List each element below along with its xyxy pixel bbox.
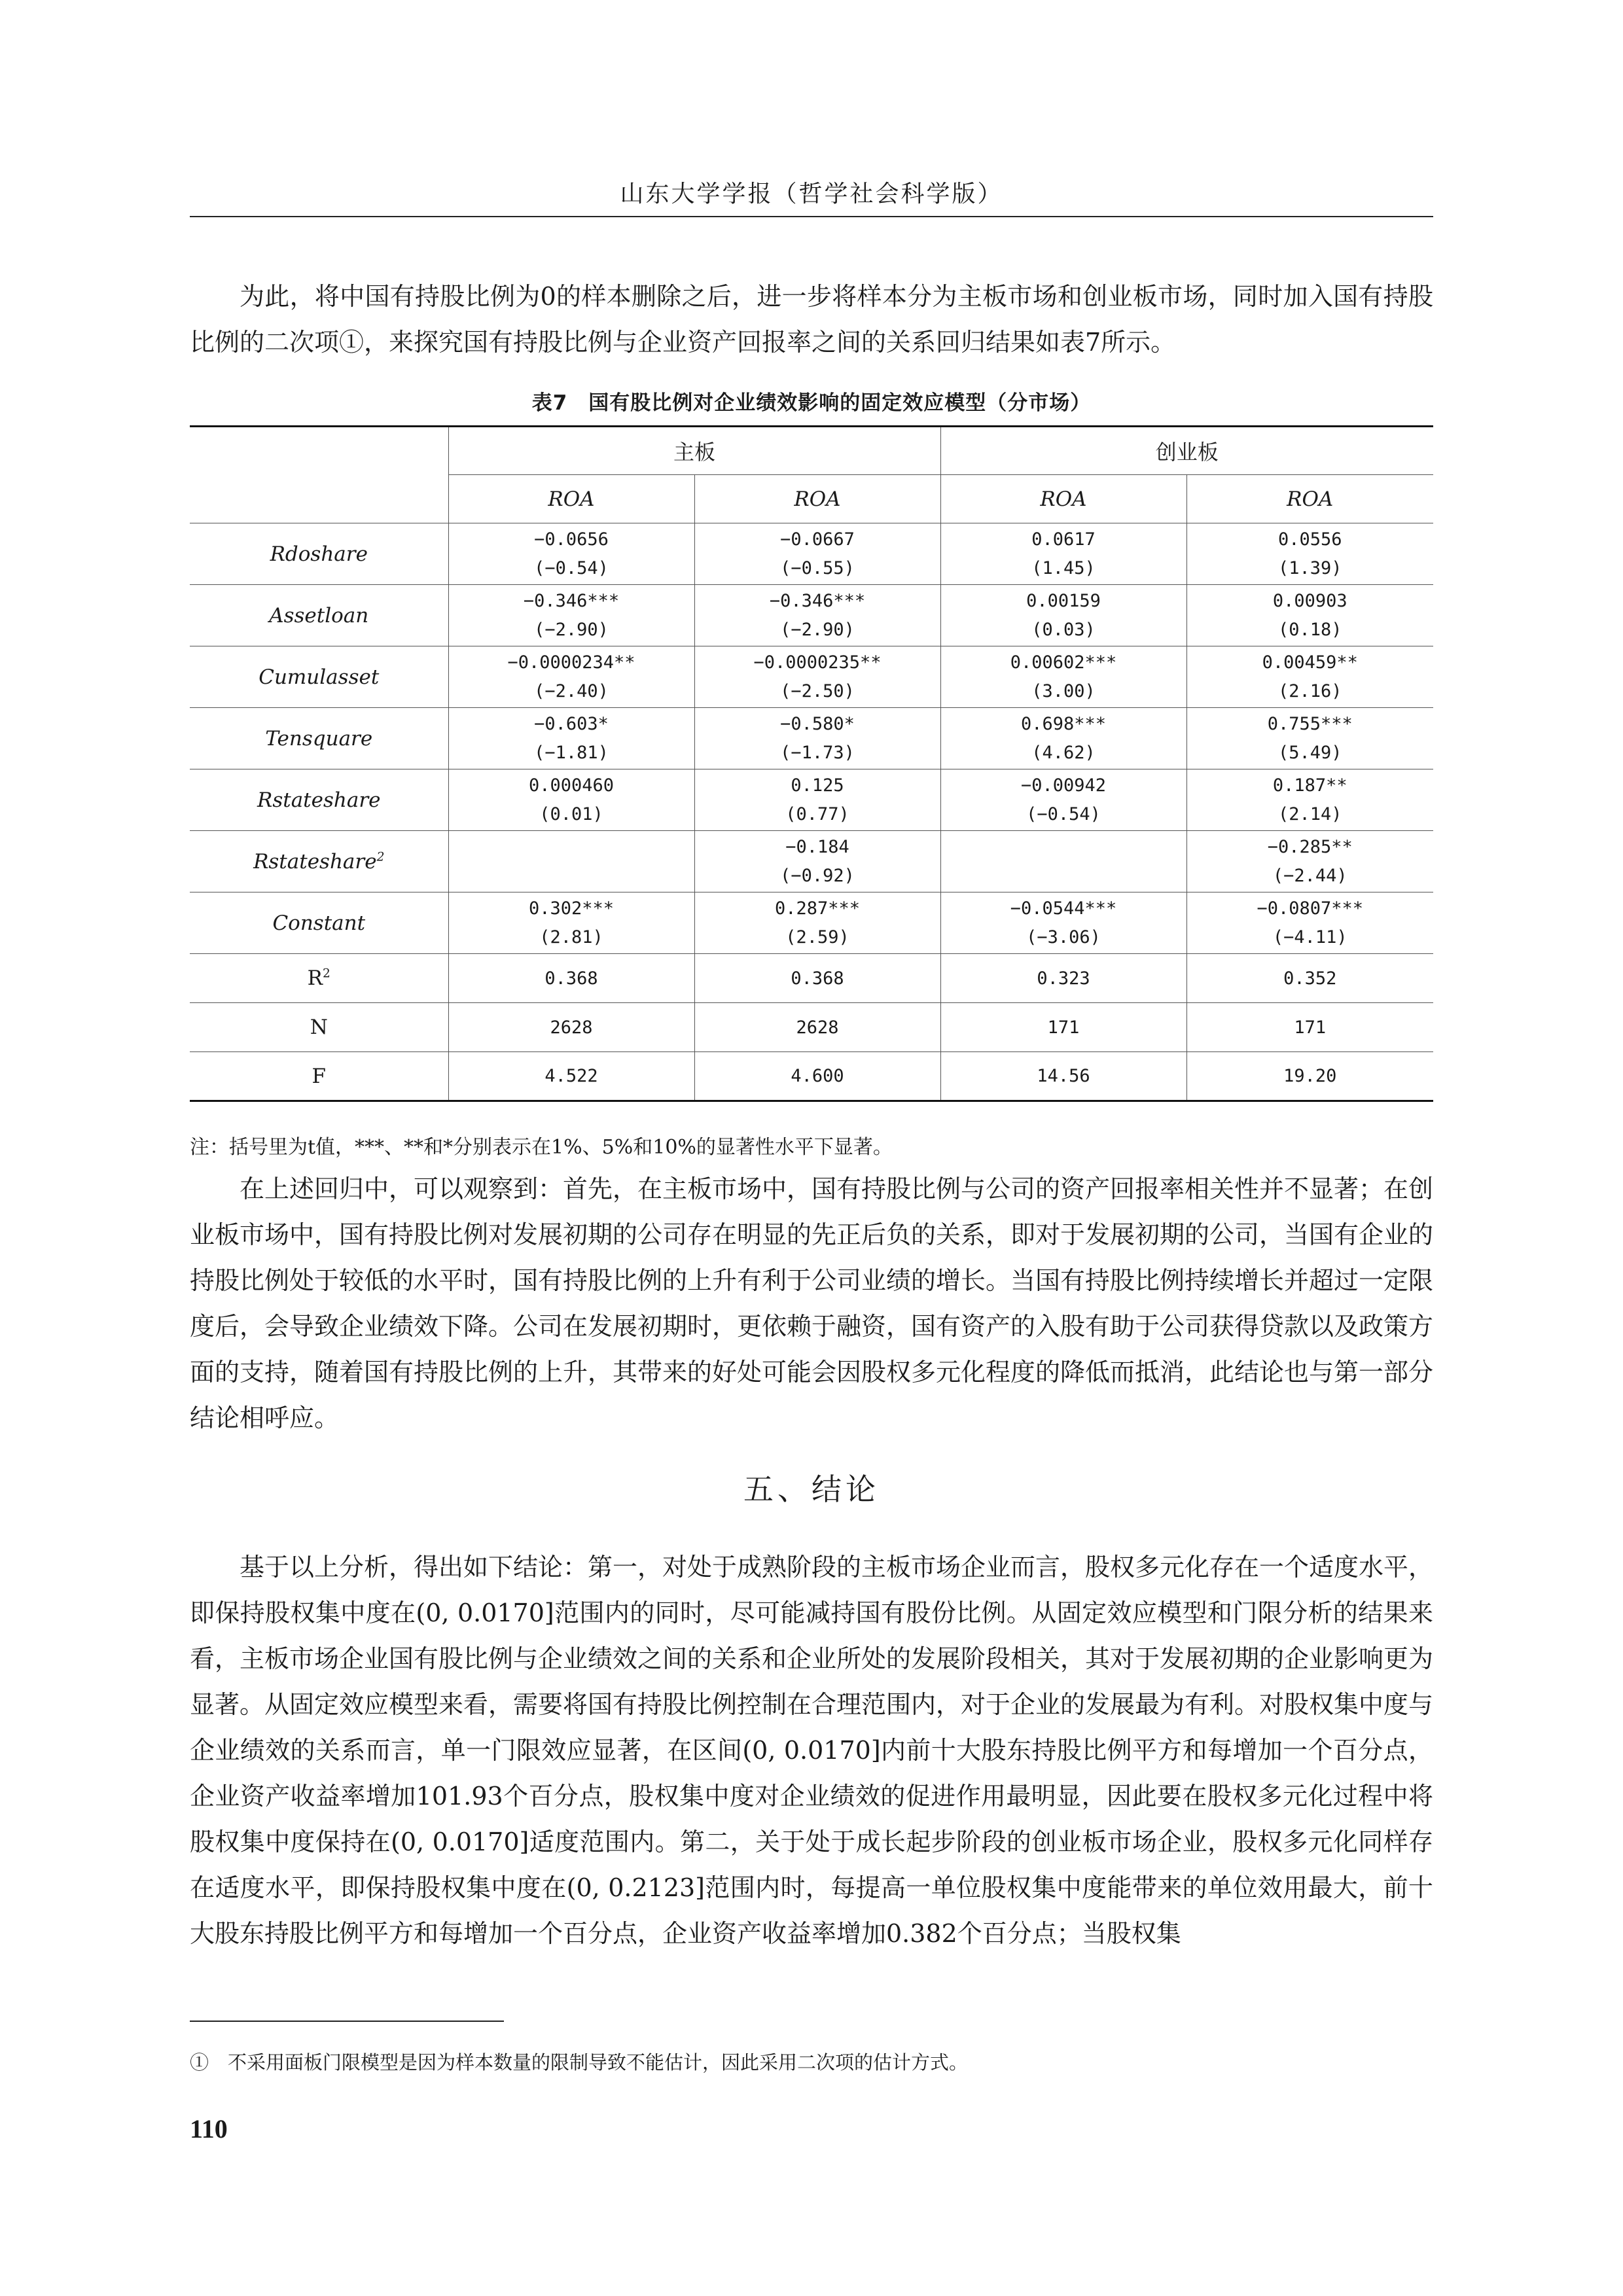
stat-value: 0.323 bbox=[940, 954, 1186, 1003]
coefficient-value: −0.00942 bbox=[1020, 775, 1107, 796]
conclusion-paragraph bbox=[190, 1544, 1433, 1956]
intro-text: 为此，将中国有持股比例为0的样本删除之后，进一步将样本分为主板市场和创业板市场，同时加入国有持股比例的二次项①，来探究国有持股比例与企业资产回报率之间的关系回归结果如表7所示。 bbox=[190, 282, 1433, 357]
t-statistic: (1.39) bbox=[1277, 557, 1342, 578]
coefficient-value: −0.0807*** bbox=[1257, 898, 1364, 919]
t-statistic: (−0.54) bbox=[534, 557, 609, 578]
t-statistic: (0.77) bbox=[785, 804, 849, 824]
stat-value: 0.368 bbox=[448, 954, 694, 1003]
page-number: 110 bbox=[190, 2114, 228, 2144]
stat-label: N bbox=[190, 1003, 448, 1052]
t-statistic: (2.16) bbox=[1277, 680, 1342, 701]
coefficient-value: 0.0556 bbox=[1277, 529, 1342, 550]
coefficient-value: −0.0000235** bbox=[753, 652, 882, 673]
t-statistic: (−2.44) bbox=[1272, 865, 1347, 886]
analysis-text: 在上述回归中，可以观察到：首先，在主板市场中，国有持股比例与公司的资产回报率相关性并不显著；在创业板市场中，国有持股比例对发展初期的公司存在明显的先正后负的关系，即对于发展初期的公司，当国有企业的持股比例处于较低的水平时，国有持股比例的上升有利于公司业绩的增长。当国有持股比例持续增长并超过一定限度后，会导致企业绩效下降。公司在发展初期时，更依赖于融资，国有资产的入股有助于公司获得贷款以及政策方面的支持，随着国有持股比例的上升，其带来的好处可能会因股权多元化程度的降低而抵消，此结论也与第一部分结论相呼应。 bbox=[190, 1174, 1434, 1432]
coefficient-cell bbox=[448, 523, 694, 585]
t-statistic: (0.18) bbox=[1277, 619, 1342, 640]
coefficient-cell bbox=[694, 769, 940, 831]
dep-var-header: ROA bbox=[694, 475, 940, 523]
analysis-paragraph bbox=[190, 1166, 1433, 1441]
coefficient-value: −0.346*** bbox=[769, 590, 866, 611]
group-header-main-board: 主板 bbox=[448, 427, 940, 475]
stat-value: 14.56 bbox=[940, 1052, 1186, 1101]
t-statistic: (−2.90) bbox=[780, 619, 855, 640]
stat-value: 4.522 bbox=[448, 1052, 694, 1101]
row-variable-name: Constant bbox=[190, 892, 448, 954]
row-variable-name: Rstateshare bbox=[190, 769, 448, 831]
t-statistic: (−2.50) bbox=[780, 680, 855, 701]
footnote-rule bbox=[190, 2021, 504, 2022]
coefficient-cell bbox=[940, 708, 1186, 769]
coefficient-value: 0.000460 bbox=[528, 775, 615, 796]
stats-row bbox=[190, 1052, 1433, 1101]
group-header-growth-board: 创业板 bbox=[940, 427, 1433, 475]
table-row bbox=[190, 585, 1433, 646]
dep-var-header: ROA bbox=[1186, 475, 1433, 523]
coefficient-cell bbox=[940, 769, 1186, 831]
coefficient-cell bbox=[1186, 831, 1433, 892]
stat-label: $R^2$ bbox=[190, 954, 448, 1003]
coefficient-cell bbox=[1186, 769, 1433, 831]
coefficient-cell bbox=[448, 769, 694, 831]
t-statistic: (4.62) bbox=[1031, 742, 1096, 763]
t-statistic: (−4.11) bbox=[1272, 927, 1347, 947]
t-statistic: (−2.90) bbox=[534, 619, 609, 640]
coefficient-cell bbox=[448, 831, 694, 892]
coefficient-cell bbox=[940, 585, 1186, 646]
stat-label: F bbox=[190, 1052, 448, 1101]
t-statistic: (2.59) bbox=[785, 927, 849, 947]
journal-header: 山东大学学报（哲学社会科学版） bbox=[620, 181, 1003, 207]
row-variable-name: Cumulasset bbox=[190, 646, 448, 708]
t-statistic: (−2.40) bbox=[534, 680, 609, 701]
t-statistic: (2.81) bbox=[539, 927, 603, 947]
t-statistic: (2.14) bbox=[1277, 804, 1342, 824]
stat-value: 2628 bbox=[694, 1003, 940, 1052]
stat-value: 171 bbox=[940, 1003, 1186, 1052]
coefficient-cell bbox=[940, 831, 1186, 892]
coefficient-cell bbox=[448, 585, 694, 646]
header-rule bbox=[190, 216, 1433, 217]
stat-value: 171 bbox=[1186, 1003, 1433, 1052]
coefficient-value: 0.698*** bbox=[1020, 713, 1107, 734]
coefficient-value: −0.580* bbox=[780, 713, 855, 734]
coefficient-cell bbox=[940, 646, 1186, 708]
t-statistic: (0.01) bbox=[539, 804, 603, 824]
t-statistic: (−0.55) bbox=[780, 557, 855, 578]
stat-value: 19.20 bbox=[1186, 1052, 1433, 1101]
table-row bbox=[190, 769, 1433, 831]
t-statistic: (−3.06) bbox=[1026, 927, 1101, 947]
table-row bbox=[190, 646, 1433, 708]
coefficient-cell bbox=[1186, 646, 1433, 708]
coefficient-value: −0.603* bbox=[534, 713, 609, 734]
coefficient-cell bbox=[694, 646, 940, 708]
coefficient-cell bbox=[448, 646, 694, 708]
coefficient-cell bbox=[1186, 523, 1433, 585]
t-statistic: (−1.81) bbox=[534, 742, 609, 763]
table-row bbox=[190, 831, 1433, 892]
intro-paragraph bbox=[190, 274, 1433, 365]
conclusion-text: 基于以上分析，得出如下结论：第一，对处于成熟阶段的主板市场企业而言，股权多元化存在一个适度水平，即保持股权集中度在(0, 0.0170]范围内的同时，尽可能减持国有股份比例。从固定效应模型和门限分析的结果来看，主板市场企业国有股比例与企业绩效之间的关系和企业所处的发展阶段相关，其对于发展初期的企业影响更为显著。从固定效应模型来看，需要将国有持股比例控制在合理范围内，对于企业的发展最为有利。对股权集中度与企业绩效的关系而言，单一门限效应显著，在区间(0, 0.0170]内前十大股东持股比例平方和每增加一个百分点，企业资产收益率增加101.93个百分点，股权集中度对企业绩效的促进作用最明显，因此要在股权多元化过程中将股权集中度保持在(0, 0.0170]适度范围内。第二，关于处于成长起步阶段的创业板市场企业，股权多元化同样存在适度水平，即保持股权集中度在(0, 0.2123]范围内时，每提高一单位股权集中度能带来的单位效用最大，前十大股东持股比例平方和每增加一个百分点，企业资产收益率增加0.382个百分点；当股权集 bbox=[190, 1553, 1434, 1948]
coefficient-cell bbox=[694, 892, 940, 954]
coefficient-value: −0.184 bbox=[785, 836, 849, 857]
coefficient-value: 0.00159 bbox=[1026, 590, 1101, 611]
stats-row bbox=[190, 1003, 1433, 1052]
coefficient-cell bbox=[1186, 708, 1433, 769]
coefficient-value: 0.187** bbox=[1272, 775, 1347, 796]
coefficient-cell bbox=[448, 892, 694, 954]
coefficient-cell bbox=[694, 708, 940, 769]
coefficient-value: −0.285** bbox=[1267, 836, 1353, 857]
coefficient-value: −0.0656 bbox=[534, 529, 609, 550]
stat-value: 0.352 bbox=[1186, 954, 1433, 1003]
coefficient-value: −0.0667 bbox=[780, 529, 855, 550]
coefficient-value: 0.302*** bbox=[528, 898, 615, 919]
coefficient-value: 0.0617 bbox=[1031, 529, 1096, 550]
t-statistic: (0.03) bbox=[1031, 619, 1096, 640]
table-corner bbox=[190, 427, 448, 523]
stat-value: 0.368 bbox=[694, 954, 940, 1003]
t-statistic: (3.00) bbox=[1031, 680, 1096, 701]
coefficient-cell bbox=[940, 892, 1186, 954]
stats-row bbox=[190, 954, 1433, 1003]
t-statistic: (−1.73) bbox=[780, 742, 855, 763]
table-row bbox=[190, 523, 1433, 585]
coefficient-value: 0.755*** bbox=[1267, 713, 1353, 734]
table-note: 注：括号里为t值，***、**和*分别表示在1%、5%和10%的显著性水平下显著。 bbox=[190, 1136, 893, 1159]
t-statistic: (5.49) bbox=[1277, 742, 1342, 763]
t-statistic: (−0.92) bbox=[780, 865, 855, 886]
t-statistic: (−0.54) bbox=[1026, 804, 1101, 824]
row-variable-name: Assetloan bbox=[190, 585, 448, 646]
coefficient-cell bbox=[694, 523, 940, 585]
dep-var-header: ROA bbox=[448, 475, 694, 523]
coefficient-value: 0.00602*** bbox=[1010, 652, 1117, 673]
coefficient-cell bbox=[694, 585, 940, 646]
row-variable-name: Tensquare bbox=[190, 708, 448, 769]
coefficient-value: −0.346*** bbox=[523, 590, 620, 611]
table-row bbox=[190, 708, 1433, 769]
table-row bbox=[190, 892, 1433, 954]
coefficient-cell bbox=[694, 831, 940, 892]
row-variable-name: Rdoshare bbox=[190, 523, 448, 585]
coefficient-cell bbox=[1186, 892, 1433, 954]
coefficient-value: −0.0544*** bbox=[1010, 898, 1117, 919]
coefficient-value: −0.0000234** bbox=[507, 652, 635, 673]
coefficient-cell bbox=[448, 708, 694, 769]
stat-value: 4.600 bbox=[694, 1052, 940, 1101]
footnote: ① 不采用面板门限模型是因为样本数量的限制导致不能估计，因此采用二次项的估计方式。 bbox=[190, 2051, 969, 2074]
coefficient-cell bbox=[1186, 585, 1433, 646]
row-variable-name: Rstateshare$^2$ bbox=[190, 831, 448, 892]
coefficient-cell bbox=[940, 523, 1186, 585]
coefficient-value: 0.287*** bbox=[774, 898, 861, 919]
stat-value: 2628 bbox=[448, 1003, 694, 1052]
regression-table bbox=[190, 425, 1433, 1102]
coefficient-value: 0.00459** bbox=[1262, 652, 1358, 673]
dep-var-header: ROA bbox=[940, 475, 1186, 523]
section-title: 五、结论 bbox=[743, 1472, 880, 1507]
t-statistic: (1.45) bbox=[1031, 557, 1096, 578]
table-caption: 表7 国有股比例对企业绩效影响的固定效应模型（分市场） bbox=[531, 391, 1092, 415]
coefficient-value: 0.00903 bbox=[1272, 590, 1347, 611]
coefficient-value: 0.125 bbox=[791, 775, 844, 796]
